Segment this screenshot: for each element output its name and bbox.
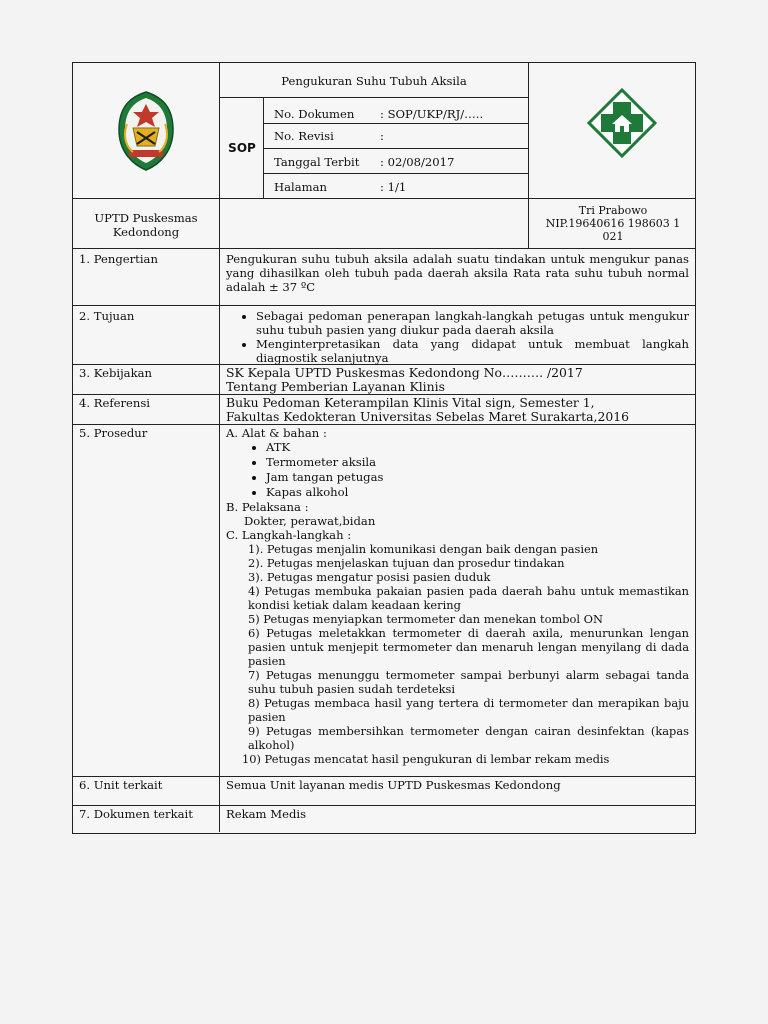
signer-nip: NIP.19640616 198603 1 021 [545,217,681,243]
referensi-line-2: Fakultas Kedokteran Universitas Sebelas Maret Surakarta,2016 [226,409,629,424]
step-item: 3). Petugas mengatur posisi pasien duduk [248,570,491,584]
signer-name: Tri Prabowo [578,204,648,217]
list-item: • Sebagai pedoman penerapan langkah-langkah petugas untuk mengukur suhu tubuh pasien yang diukur pada daerah aksila [256,309,689,337]
prosedur-section-a: A. Alat & bahan : [226,426,327,440]
sop-table [72,62,696,834]
referensi-label: 4. Referensi [79,396,151,410]
pelaksana-text: Dokter, perawat,bidan [244,514,376,528]
prosedur-section-b: B. Pelaksana : [226,500,309,514]
unit-label-cell [73,777,220,806]
dokumen-label: 7. Dokumen terkait [79,807,193,821]
institution-cell [73,199,220,249]
referensi-text-cell [220,395,695,425]
pengertian-label-cell [73,249,220,306]
meta-label-revisi: No. Revisi [274,129,334,143]
meta-label-halaman: Halaman [274,180,328,194]
right-logo-cell [529,63,695,199]
dokumen-text: Rekam Medis [226,807,307,821]
left-logo-cell [73,63,220,199]
step-item: 8) Petugas membaca hasil yang tertera di termometer dan merapikan baju pasien [248,696,689,724]
step-item: 1). Petugas menjalin komunikasi dengan baik dengan pasien [248,542,599,556]
sop-label: SOP [228,141,256,155]
step-item: 7) Petugas menunggu termometer sampai berbunyi alarm sebagai tanda suhu tubuh pasien sudah terdeteksi [248,668,689,696]
tujuan-text-cell [220,306,695,365]
dokumen-text-cell [220,806,695,832]
kebijakan-text-cell [220,365,695,395]
step-item: 9) Petugas membersihkan termometer dengan cairan desinfektan (kapas alkohol) [248,724,689,752]
referensi-label-cell [73,395,220,425]
prosedur-label-cell [73,425,220,777]
kebijakan-label: 3. Kebijakan [79,366,152,380]
list-item: • Menginterpretasikan data yang didapat untuk membuat langkah diagnostik selanjutnya [256,337,689,365]
kebijakan-line-1: SK Kepala UPTD Puskesmas Kedondong No………. /2017 [226,365,583,380]
kebijakan-label-cell [73,365,220,395]
tujuan-label: 2. Tujuan [79,309,135,323]
institution-name: UPTD Puskesmas Kedondong [94,211,198,239]
unit-label: 6. Unit terkait [79,778,163,792]
prosedur-section-c: C. Langkah-langkah : [226,528,352,542]
prosedur-text-cell [220,425,695,777]
meta-row-tanggal [264,149,529,174]
signer-cell [529,199,695,249]
institution-blank-cell [220,199,529,249]
tujuan-label-cell [73,306,220,365]
list-item: • Termometer aksila [266,455,689,470]
meta-row-dokumen [264,98,529,124]
alat-bahan-list [226,440,689,500]
meta-row-halaman [264,174,529,199]
unit-text-cell [220,777,695,806]
meta-value-dokumen: : SOP/UKP/RJ/….. [380,107,484,121]
meta-label-tanggal: Tanggal Terbit [274,155,360,169]
tujuan-list [226,309,689,365]
list-item: • Kapas alkohol [266,485,689,500]
dokumen-label-cell [73,806,220,832]
step-item: 4) Petugas membuka pakaian pasien pada daerah bahu untuk memastikan kondisi ketiak dalam keadaan kering [248,584,689,612]
puskesmas-logo-icon [587,88,657,158]
meta-label-dokumen: No. Dokumen [274,107,355,121]
pengertian-text-cell [220,249,695,306]
meta-value-revisi: : [380,129,384,143]
list-item: • Jam tangan petugas [266,470,689,485]
referensi-line-1: Buku Pedoman Keterampilan Klinis Vital sign, Semester 1, [226,395,595,410]
pengertian-label: 1. Pengertian [79,252,158,266]
document-title-cell [220,63,529,98]
meta-value-tanggal: : 02/08/2017 [380,155,455,169]
kebijakan-line-2: Tentang Pemberian Layanan Klinis [226,379,445,394]
prosedur-label: 5. Prosedur [79,426,148,440]
step-item: 10) Petugas mencatat hasil pengukuran di lembar rekam medis [242,752,610,766]
langkah-list [226,542,689,766]
step-item: 2). Petugas menjelaskan tujuan dan prosedur tindakan [248,556,565,570]
step-item: 6) Petugas meletakkan termometer di daerah axila, menurunkan lengan pasien untuk menjepit termometer dan menaruh lengan menyilang di dada pasien [248,626,689,668]
list-item: • ATK [266,440,689,455]
pengertian-text: Pengukuran suhu tubuh aksila adalah suatu tindakan untuk mengukur panas yang dihasilkan oleh tubuh pada daerah aksila Rata rata suhu tubuh normal adalah ± 37 ºC [226,252,689,294]
unit-text: Semua Unit layanan medis UPTD Puskesmas Kedondong [226,778,561,792]
regency-emblem-icon [115,90,177,172]
sop-label-cell [220,98,264,199]
document-title: Pengukuran Suhu Tubuh Aksila [281,74,467,88]
step-item: 5) Petugas menyiapkan termometer dan menekan tombol ON [248,612,603,626]
meta-value-halaman: : 1/1 [380,180,407,194]
meta-row-revisi [264,124,529,149]
